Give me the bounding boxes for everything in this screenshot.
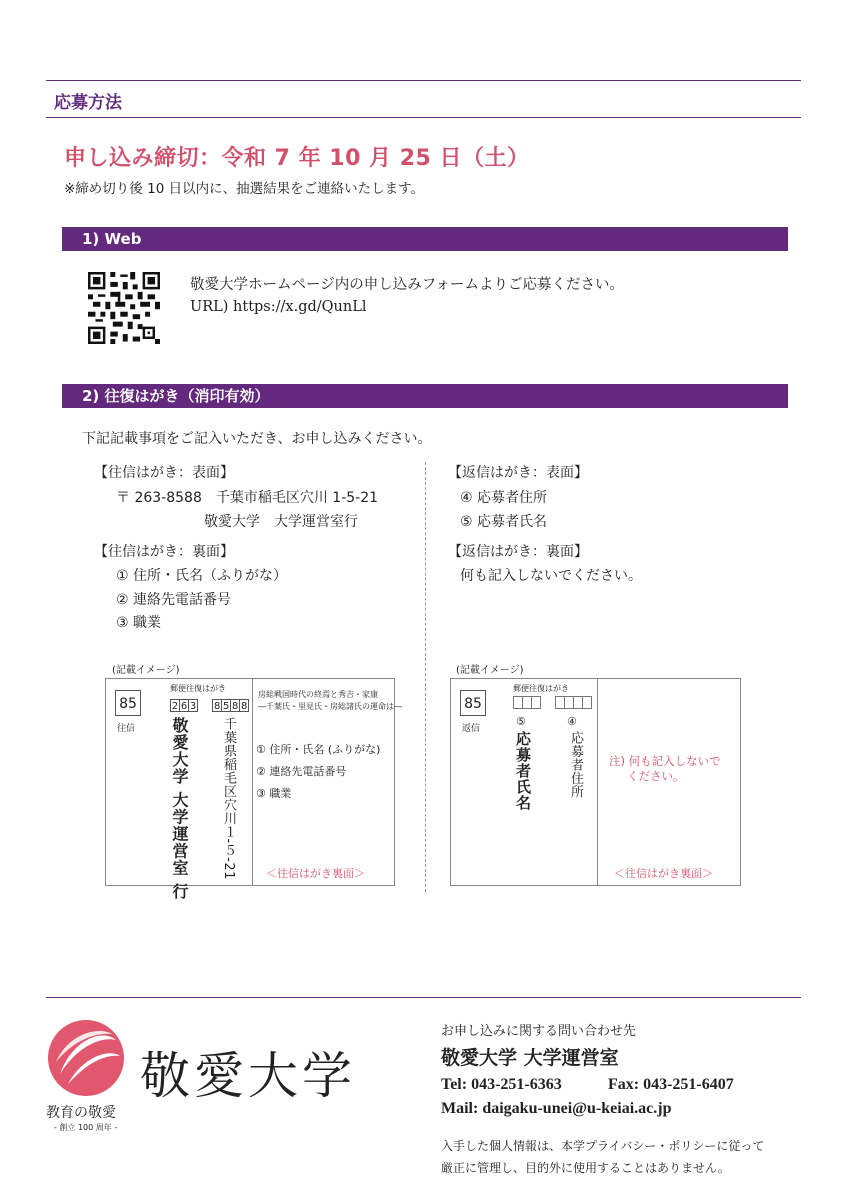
right-item-5-num: ⑤ bbox=[516, 715, 526, 728]
privacy-line-2: 厳正に管理し、目的外に使用することはありません。 bbox=[441, 1161, 730, 1175]
postcard-heading: 2) 往復はがき（消印有効） bbox=[62, 384, 788, 408]
header-rule-bottom bbox=[46, 117, 801, 118]
right-stamp-box: 85 bbox=[460, 690, 486, 716]
front-reply-item-5: ⑤ 応募者氏名 bbox=[460, 514, 548, 530]
right-stamp-label: 返信 bbox=[462, 724, 481, 734]
right-card-fold bbox=[597, 679, 598, 885]
right-zip-boxes bbox=[513, 694, 591, 713]
left-zip-label: 郵便往復はがき bbox=[170, 684, 226, 693]
web-heading: 1) Web bbox=[62, 227, 788, 251]
left-address: 千葉県稲毛区穴川１-５-21 bbox=[221, 717, 236, 880]
contact-fax: Fax: 043-251-6407 bbox=[608, 1076, 734, 1093]
back-out-item-1: ① 住所・氏名（ふりがな） bbox=[116, 568, 288, 584]
left-postcard-image bbox=[105, 678, 402, 901]
right-item-4: 応募者住所 bbox=[568, 731, 583, 799]
left-addressee: 敬愛大学 大学運営室 行 bbox=[170, 717, 189, 901]
header-rule-top bbox=[46, 80, 801, 81]
deadline-note: ※締め切り後 10 日以内に、抽選結果をご連絡いたします。 bbox=[64, 181, 424, 197]
column-divider bbox=[425, 462, 426, 892]
zip-digit: 3 bbox=[189, 701, 197, 712]
zip-digit: 5 bbox=[223, 701, 230, 712]
deadline-text: 申し込み締切：令和 7 年 10 月 25 日（土） bbox=[64, 146, 530, 171]
right-back-label: ＜往信はがき裏面＞ bbox=[614, 867, 713, 880]
left-caption: (記載イメージ) bbox=[112, 665, 180, 676]
back-reply-note: 何も記入しないでください。 bbox=[460, 568, 642, 584]
logo-founded: - 創立 100 周年 - bbox=[54, 1123, 118, 1132]
university-logo-icon bbox=[46, 1018, 126, 1098]
right-note-line1: 注) 何も記入しないで bbox=[609, 754, 721, 768]
web-url[interactable]: URL) https://x.gd/QunLl bbox=[190, 299, 367, 315]
back-out-item-3: ③ 職業 bbox=[116, 615, 162, 631]
zip-digit: 6 bbox=[180, 701, 188, 712]
right-item-5: 応募者氏名 bbox=[514, 731, 532, 811]
right-zip-label: 郵便往復はがき bbox=[513, 684, 569, 693]
left-item-2: ② 連絡先電話番号 bbox=[256, 765, 347, 778]
left-card-fold bbox=[252, 679, 253, 885]
contact-mail[interactable]: Mail: daigaku-unei@u-keiai.ac.jp bbox=[441, 1100, 672, 1117]
front-out-addressee: 敬愛大学 大学運営室行 bbox=[204, 514, 358, 530]
right-caption: (記載イメージ) bbox=[456, 665, 524, 676]
lecture-title: 房総戦国時代の終焉と秀吉・家康 bbox=[258, 690, 378, 699]
back-reply-title: 【返信はがき：裏面】 bbox=[448, 544, 588, 560]
left-stamp-label: 往信 bbox=[117, 724, 136, 734]
front-out-title: 【往信はがき：表面】 bbox=[94, 465, 234, 481]
contact-heading: お申し込みに関する問い合わせ先 bbox=[441, 1024, 637, 1039]
footer-rule bbox=[46, 997, 801, 998]
section-title: 応募方法 bbox=[54, 93, 122, 113]
qr-code-icon[interactable] bbox=[88, 272, 160, 344]
left-zip-boxes bbox=[170, 694, 248, 713]
lecture-subtitle: ―千葉氏・里見氏・房総諸氏の運命は― bbox=[258, 702, 402, 711]
front-reply-item-4: ④ 応募者住所 bbox=[460, 490, 548, 506]
web-instruction: 敬愛大学ホームページ内の申し込みフォームよりご応募ください。 bbox=[190, 277, 624, 293]
right-item-4-num: ④ bbox=[567, 715, 577, 728]
postcard-intro: 下記記載事項をご記入いただき、お申し込みください。 bbox=[82, 431, 432, 447]
contact-office: 敬愛大学 大学運営室 bbox=[441, 1047, 619, 1069]
left-item-1: ① 住所・氏名 (ふりがな) bbox=[256, 743, 381, 756]
right-postcard-image bbox=[450, 678, 741, 886]
back-out-item-2: ② 連絡先電話番号 bbox=[116, 592, 232, 608]
left-stamp-box: 85 bbox=[115, 690, 141, 716]
zip-digit: 2 bbox=[171, 701, 179, 712]
zip-digit: 8 bbox=[232, 701, 239, 712]
front-reply-title: 【返信はがき：表面】 bbox=[448, 465, 588, 481]
left-back-label: ＜往信はがき裏面＞ bbox=[266, 867, 365, 880]
brand-wordmark: 敬愛大学 bbox=[140, 1047, 356, 1105]
front-out-address: 〒 263-8588 千葉市稲毛区穴川 1-5-21 bbox=[116, 490, 379, 506]
zip-digit: 8 bbox=[214, 701, 221, 712]
back-out-title: 【往信はがき：裏面】 bbox=[94, 544, 234, 560]
logo-tagline: 教育の敬愛 bbox=[46, 1105, 116, 1121]
zip-digit: 8 bbox=[241, 701, 248, 712]
right-note-line2: ください。 bbox=[627, 769, 685, 783]
contact-tel[interactable]: Tel: 043-251-6363 bbox=[441, 1076, 562, 1093]
privacy-line-1: 入手した個人情報は、本学プライバシー・ポリシーに従って bbox=[441, 1139, 765, 1153]
left-item-3: ③ 職業 bbox=[256, 787, 292, 800]
